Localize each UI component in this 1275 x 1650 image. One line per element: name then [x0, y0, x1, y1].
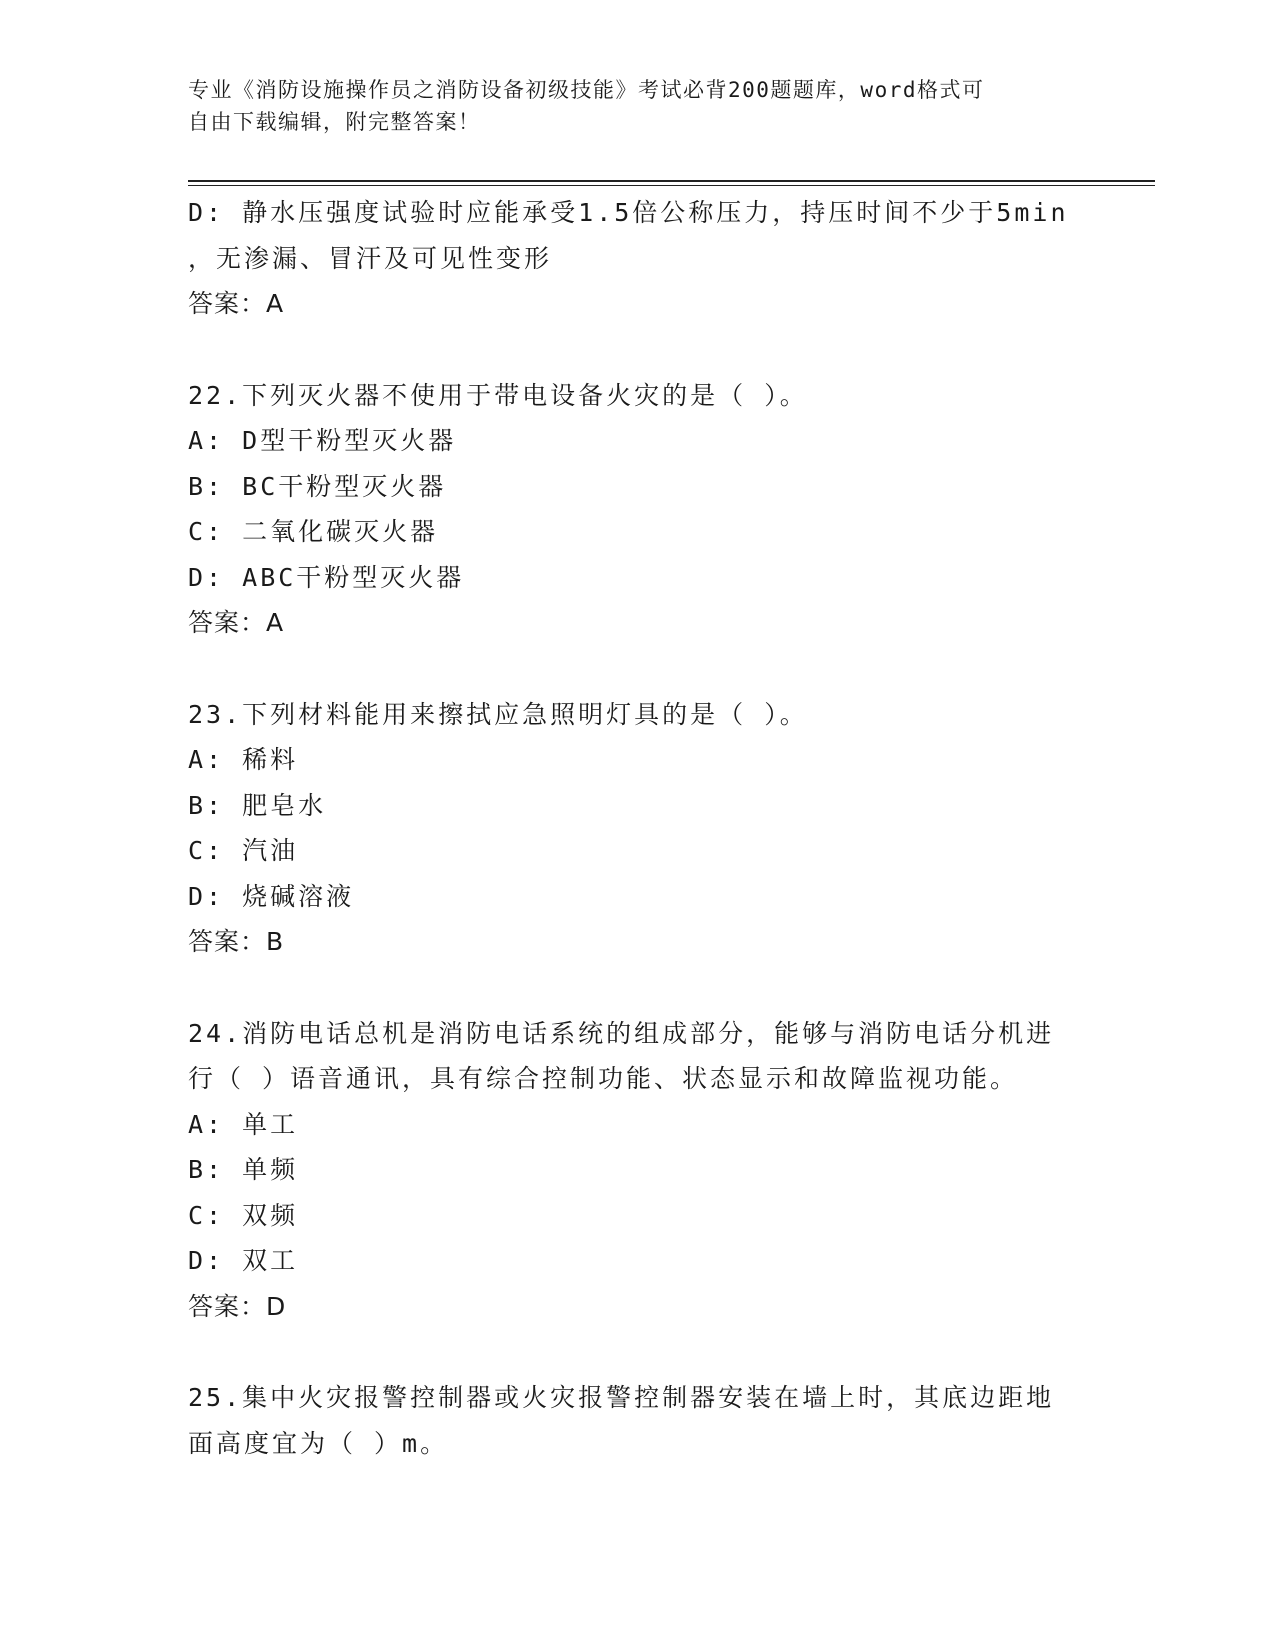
spacer — [188, 646, 1088, 692]
answer: 答案：B — [188, 927, 285, 956]
option-d: D: 烧碱溶液 — [188, 881, 355, 911]
spacer — [188, 327, 1088, 373]
option-d: D: ABC干粉型灭火器 — [188, 562, 465, 592]
option-a: A: 稀料 — [188, 745, 299, 774]
header-divider-thin — [188, 185, 1155, 186]
option-b: B: 肥皂水 — [188, 790, 327, 820]
question-25 — [188, 1375, 1088, 1466]
header-divider-thick — [188, 180, 1155, 182]
answer: 答案：D — [188, 1291, 287, 1321]
question-stem: 23.下列材料能用来擦拭应急照明灯具的是（ ）。 — [188, 699, 808, 729]
question-content — [188, 190, 1088, 1466]
option-c: C: 双频 — [188, 1200, 299, 1230]
header-line-2: 自由下载编辑，附完整答案！ — [188, 110, 481, 134]
spacer — [188, 965, 1088, 1011]
question-stem-continued: 行（ ）语音通讯，具有综合控制功能、状态显示和故障监视功能。 — [188, 1064, 1019, 1093]
header-line-1: 专业《消防设施操作员之消防设备初级技能》考试必背200题题库，word格式可 — [188, 78, 985, 102]
option-d: D: 双工 — [188, 1246, 299, 1275]
option-d-continued: ，无渗漏、冒汗及可见性变形 — [188, 243, 553, 273]
question-24 — [188, 1011, 1088, 1330]
answer: 答案：A — [188, 608, 285, 637]
option-c: C: 汽油 — [188, 836, 299, 865]
question-stem-continued: 面高度宜为（ ）m。 — [188, 1428, 449, 1458]
question-stem: 24.消防电话总机是消防电话系统的组成部分，能够与消防电话分机进 — [188, 1018, 1055, 1048]
question-stem: 22.下列灭火器不使用于带电设备火灾的是（ ）。 — [188, 380, 808, 410]
option-b: B: BC干粉型灭火器 — [188, 471, 447, 501]
question-23 — [188, 692, 1088, 965]
option-b: B: 单频 — [188, 1155, 299, 1184]
option-a: A: D型干粉型灭火器 — [188, 426, 457, 455]
prev-question-tail — [188, 190, 1088, 327]
answer: 答案：A — [188, 289, 285, 318]
option-d: D: 静水压强度试验时应能承受1.5倍公称压力，持压时间不少于5min — [188, 198, 1069, 227]
option-c: C: 二氧化碳灭火器 — [188, 517, 439, 546]
question-22 — [188, 373, 1088, 646]
spacer — [188, 1329, 1088, 1375]
document-header — [188, 74, 1088, 138]
option-a: A: 单工 — [188, 1109, 299, 1139]
question-stem: 25.集中火灾报警控制器或火灾报警控制器安装在墙上时，其底边距地 — [188, 1383, 1055, 1412]
